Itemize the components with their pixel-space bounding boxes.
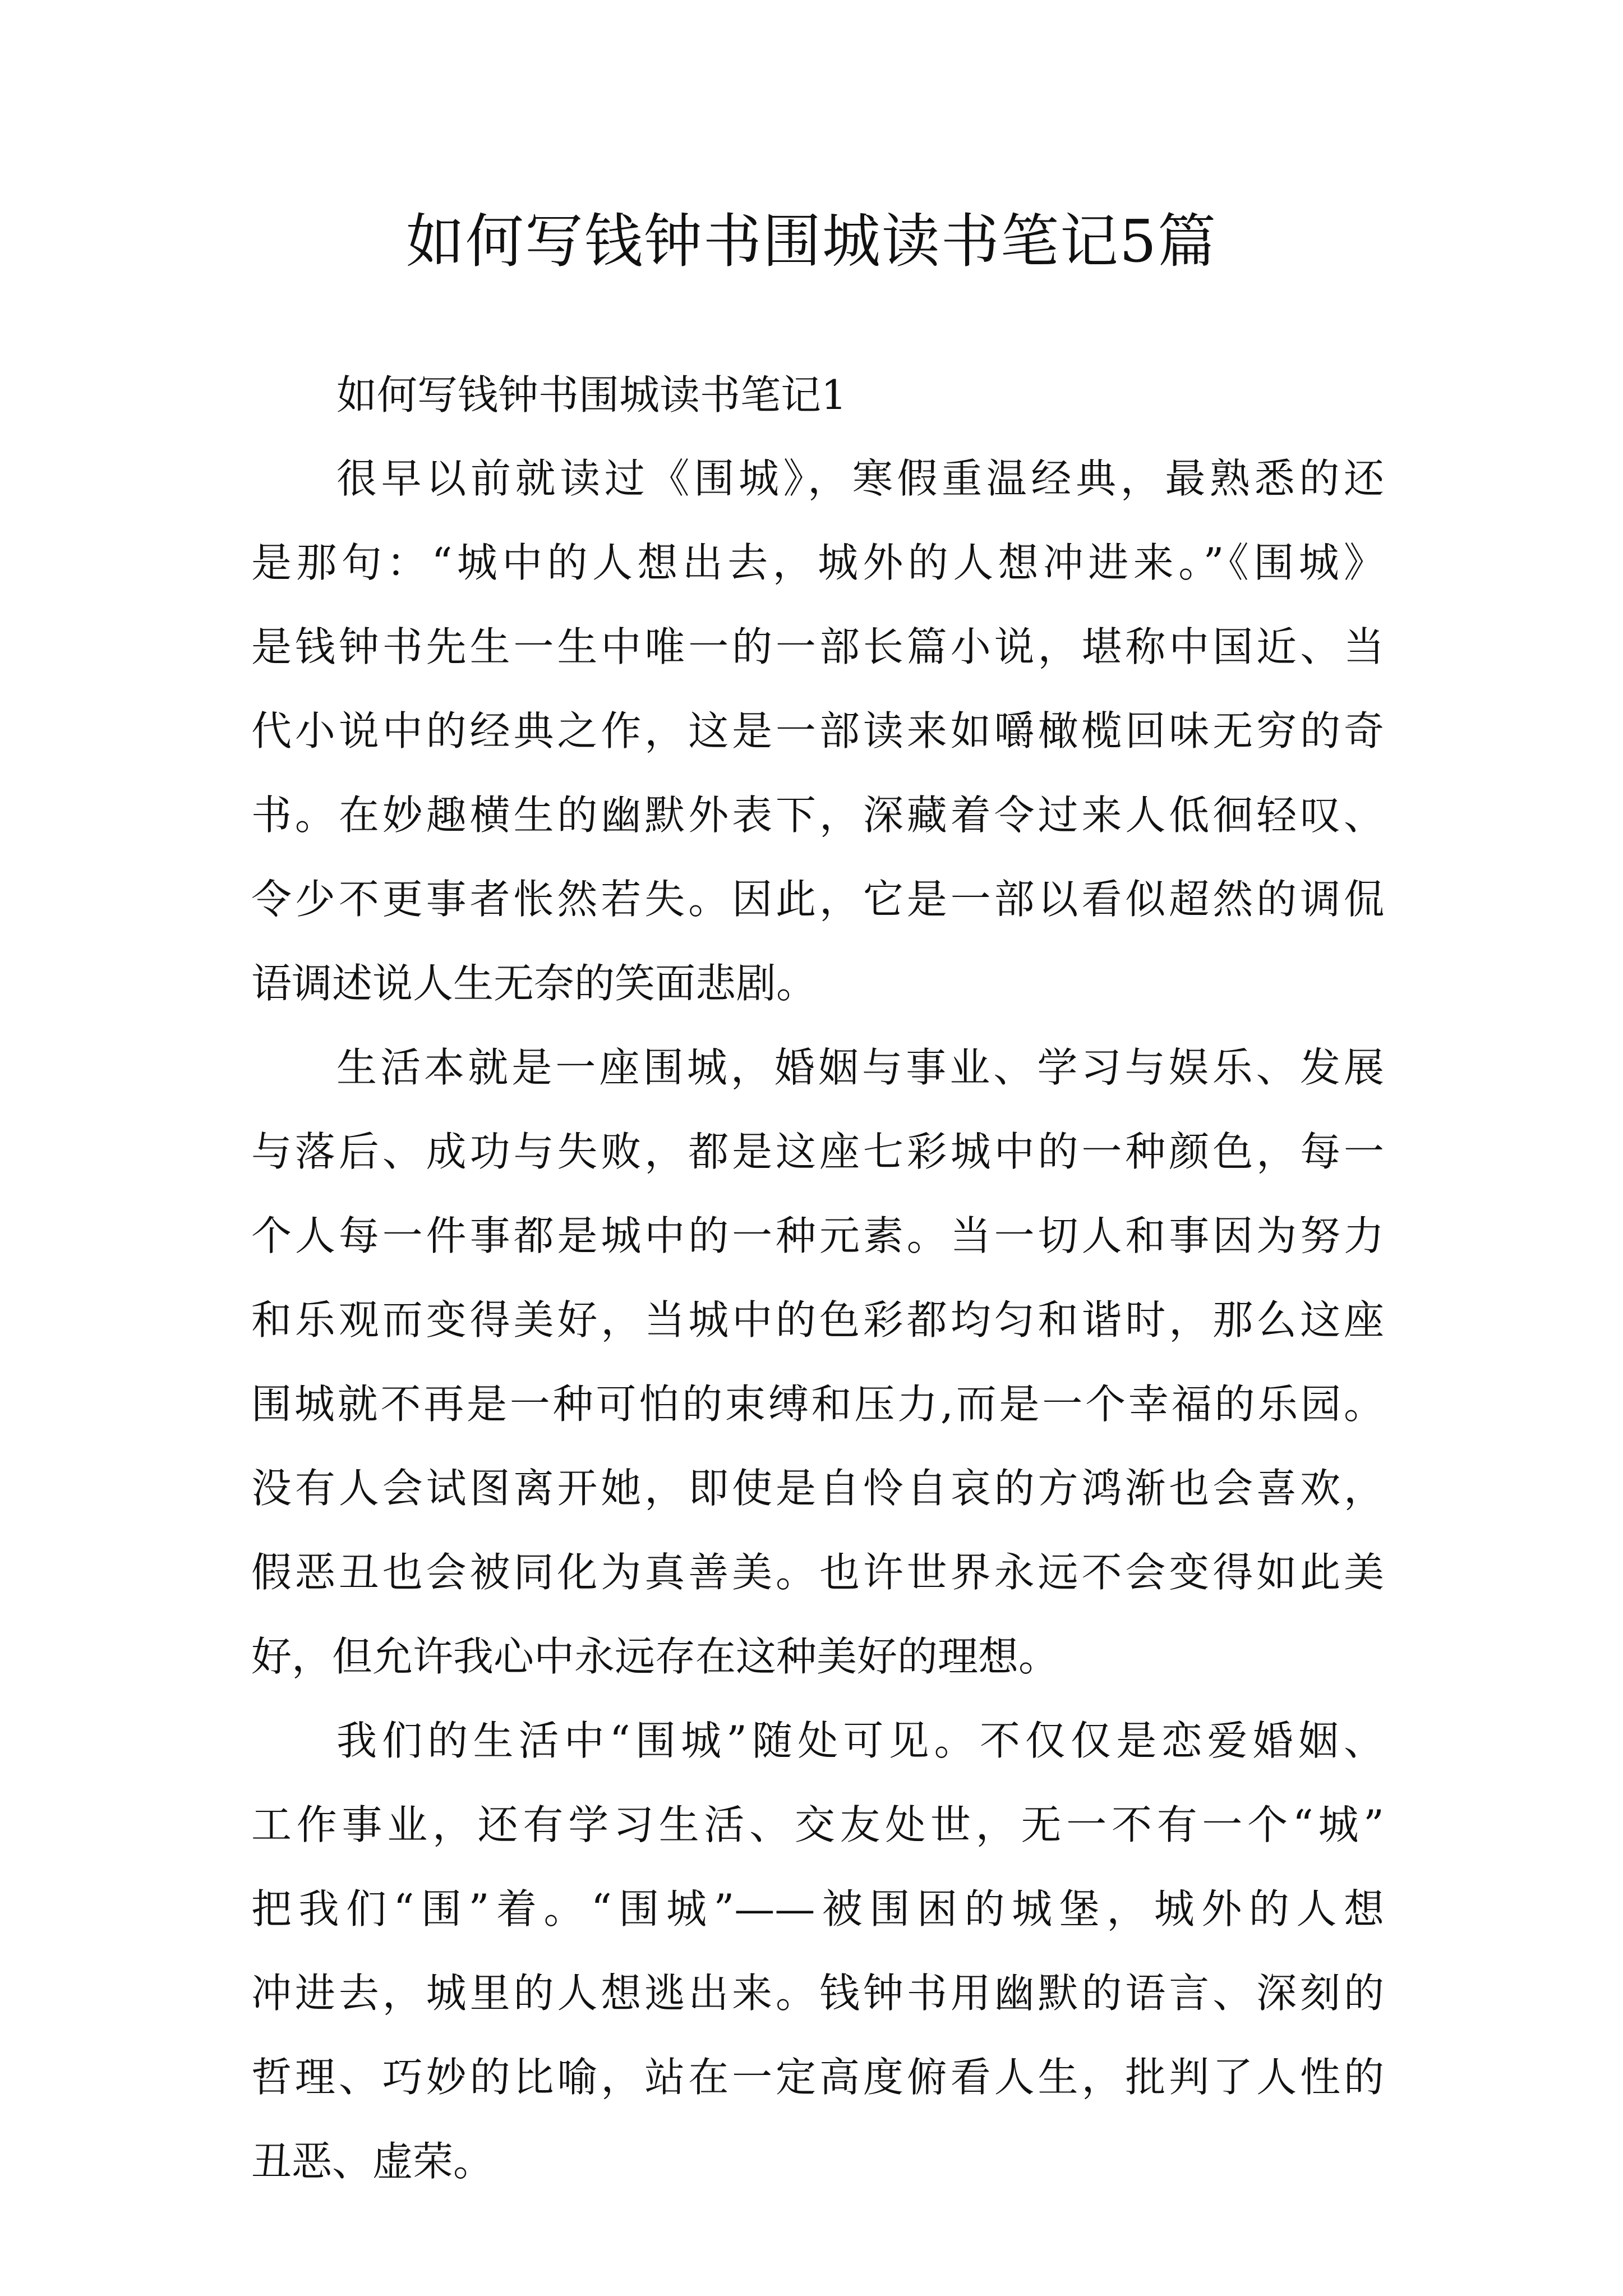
paragraph-1	[251, 436, 1384, 1025]
document-title: 如何写钱钟书围城读书笔记5篇	[405, 207, 1218, 275]
paragraph-line: 是那句：“城中的人想出去，城外的人想冲进来。”《围城》	[251, 539, 1384, 586]
paragraph-3	[251, 1699, 1384, 2203]
paragraph-line: 工作事业，还有学习生活、交友处世，无一不有一个“城”	[251, 1801, 1384, 1848]
paragraph-line: 我们的生活中“围城”随处可见。不仅仅是恋爱婚姻、	[336, 1717, 1384, 1764]
section-heading: 如何写钱钟书围城读书笔记1	[336, 371, 847, 418]
paragraph-line: 代小说中的经典之作，这是一部读来如嚼橄榄回味无穷的奇	[251, 707, 1384, 754]
paragraph-line: 围城就不再是一种可怕的束缚和压力,而是一个幸福的乐园。	[251, 1381, 1384, 1428]
paragraph-line: 没有人会试图离开她，即使是自怜自哀的方鸿渐也会喜欢，	[251, 1465, 1384, 1512]
paragraph-line: 和乐观而变得美好，当城中的色彩都均匀和谐时，那么这座	[251, 1296, 1384, 1343]
paragraph-line: 把我们“围”着。“围城”——被围困的城堡，城外的人想	[251, 1885, 1384, 1932]
paragraph-line: 哲理、巧妙的比喻，站在一定高度俯看人生，批判了人性的	[251, 2054, 1384, 2101]
paragraph-line: 个人每一件事都是城中的一种元素。当一切人和事因为努力	[251, 1212, 1384, 1259]
paragraph-line: 语调述说人生无奈的笑面悲剧。	[251, 960, 817, 1007]
paragraph-line: 好，但允许我心中永远存在这种美好的理想。	[251, 1633, 1059, 1680]
paragraph-2	[251, 1025, 1384, 1699]
paragraph-line: 冲进去，城里的人想逃出来。钱钟书用幽默的语言、深刻的	[251, 1970, 1384, 2017]
paragraph-line: 假恶丑也会被同化为真善美。也许世界永远不会变得如此美	[251, 1549, 1384, 1596]
paragraph-line: 书。在妙趣横生的幽默外表下，深藏着令过来人低徊轻叹、	[251, 792, 1384, 839]
paragraph-line: 很早以前就读过《围城》，寒假重温经典，最熟悉的还	[336, 455, 1384, 502]
paragraph-line: 丑恶、虚荣。	[251, 2138, 494, 2185]
paragraph-line: 与落后、成功与失败，都是这座七彩城中的一种颜色，每一	[251, 1128, 1384, 1175]
paragraph-line: 令少不更事者怅然若失。因此，它是一部以看似超然的调侃	[251, 876, 1384, 923]
paragraph-line: 是钱钟书先生一生中唯一的一部长篇小说，堪称中国近、当	[251, 623, 1384, 670]
paragraph-line: 生活本就是一座围城，婚姻与事业、学习与娱乐、发展	[336, 1044, 1384, 1091]
document-body	[251, 353, 1384, 2203]
